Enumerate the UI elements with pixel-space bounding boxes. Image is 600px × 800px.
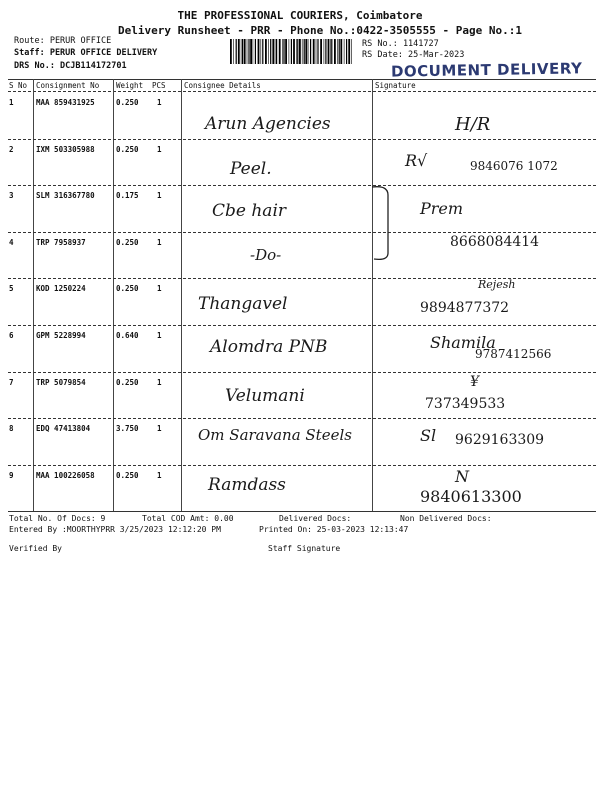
cell-signature-handwritten: R√ — [405, 150, 428, 170]
cell-consignment: IXM 503305988 — [36, 144, 95, 154]
cell-sno: 3 — [9, 191, 14, 201]
header-sno: S No — [9, 81, 28, 90]
cell-pcs: 1 — [157, 144, 162, 154]
cell-pcs: 1 — [157, 331, 162, 340]
cell-phone-handwritten: 9840613300 — [420, 486, 522, 506]
table-row — [8, 418, 596, 464]
table-row — [8, 185, 596, 231]
header-pcs: PCS — [152, 81, 166, 90]
header-consignment: Consignment No — [36, 81, 100, 90]
cell-consignee-handwritten: Ramdass — [208, 474, 286, 495]
cell-weight: 0.250 — [116, 470, 139, 480]
cell-pcs: 1 — [157, 377, 162, 387]
table-row — [8, 232, 596, 278]
cell-pcs: 1 — [157, 424, 162, 434]
cell-phone-handwritten: 9787412566 — [475, 347, 552, 361]
cell-sno: 4 — [9, 237, 14, 247]
consignment-table — [8, 79, 596, 512]
cell-consignment: MAA 859431925 — [36, 98, 95, 107]
total-docs: Total No. Of Docs: 9 — [9, 514, 106, 523]
cell-signature-handwritten: Prem — [420, 199, 464, 219]
cell-consignment: TRP 5079854 — [36, 377, 86, 387]
cell-sno: 2 — [9, 144, 14, 154]
cell-signature-handwritten: Rejesh — [478, 278, 516, 292]
cell-phone-handwritten: 9894877372 — [420, 300, 510, 317]
header-signature: Signature — [375, 81, 416, 90]
cell-consignee-handwritten: Velumani — [225, 385, 305, 406]
cell-weight: 0.250 — [116, 144, 139, 154]
table-top-rule — [8, 79, 596, 80]
cell-sno: 8 — [9, 424, 14, 434]
total-cod: Total COD Amt: 0.00 — [142, 514, 234, 523]
delivered-docs: Delivered Docs: — [279, 514, 352, 523]
non-delivered-docs: Non Delivered Docs: — [400, 514, 492, 523]
cell-consignee-handwritten: Cbe hair — [212, 201, 287, 222]
cell-sno: 9 — [9, 470, 14, 480]
table-row — [8, 278, 596, 324]
company-title: THE PROFESSIONAL COURIERS, Coimbatore — [177, 9, 423, 22]
table-row — [8, 92, 596, 138]
entered-by: Entered By :MOORTHYPRR 3/25/2023 12:12:20 PM — [9, 525, 221, 534]
cell-sno: 5 — [9, 284, 14, 294]
cell-weight: 0.250 — [116, 237, 139, 247]
table-row — [8, 325, 596, 371]
cell-weight: 0.250 — [116, 377, 139, 387]
cell-consignment: SLM 316367780 — [36, 191, 95, 201]
table-bottom-rule — [8, 511, 596, 512]
cell-weight: 0.250 — [116, 98, 139, 107]
cell-phone-handwritten: 9846076 1072 — [470, 158, 558, 173]
cell-weight: 0.175 — [116, 191, 139, 201]
cell-signature-handwritten: Sl — [420, 426, 437, 446]
staff-signature: Staff Signature — [268, 544, 341, 553]
cell-pcs: 1 — [157, 470, 162, 480]
cell-consignee-handwritten: Om Saravana Steels — [198, 426, 352, 445]
cell-consignment: GPM 5228994 — [36, 331, 86, 340]
cell-consignment: TRP 7958937 — [36, 237, 86, 247]
cell-consignee-handwritten: Thangavel — [198, 294, 288, 315]
cell-consignee-handwritten: -Do- — [250, 245, 282, 264]
cell-signature-handwritten: H/R — [455, 114, 491, 135]
cell-consignment: MAA 100226058 — [36, 470, 95, 480]
cell-weight: 0.250 — [116, 284, 139, 294]
cell-sno: 7 — [9, 377, 14, 387]
cell-signature-handwritten: ¥ — [470, 373, 479, 390]
cell-phone-handwritten: 8668084414 — [450, 233, 540, 250]
table-row — [8, 372, 596, 418]
cell-pcs: 1 — [157, 191, 162, 201]
cell-signature-handwritten: N — [455, 466, 469, 486]
cell-pcs: 1 — [157, 284, 162, 294]
staff-label: Staff: PERUR OFFICE DELIVERY — [14, 48, 158, 58]
cell-weight: 3.750 — [116, 424, 139, 434]
cell-pcs: 1 — [157, 237, 162, 247]
cell-consignment: EDQ 47413804 — [36, 424, 91, 434]
document-delivery-stamp: DOCUMENT DELIVERY — [390, 59, 583, 81]
cell-signature-handwritten: Shamila — [430, 333, 496, 352]
drs-number: DRS No.: DCJB114172701 — [14, 61, 127, 71]
cell-sno: 6 — [9, 331, 14, 340]
cell-consignee-handwritten: Peel. — [230, 158, 272, 179]
cell-consignment: KOD 1250224 — [36, 284, 86, 294]
verified-by: Verified By — [9, 544, 62, 553]
route-label: Route: PERUR OFFICE — [14, 36, 112, 46]
rs-date: RS Date: 25-Mar-2023 — [362, 50, 465, 60]
cell-consignee-handwritten: Arun Agencies — [205, 114, 331, 134]
cell-phone-handwritten: 9629163309 — [455, 432, 545, 449]
bracket-mark — [368, 183, 398, 263]
rs-number: RS No.: 1141727 — [362, 39, 439, 49]
header-consignee: Consignee Details — [184, 81, 261, 90]
barcode-image — [230, 39, 352, 64]
cell-weight: 0.640 — [116, 331, 139, 340]
cell-pcs: 1 — [157, 98, 162, 107]
table-row — [8, 465, 596, 511]
header-weight: Weight — [116, 81, 144, 90]
table-row — [8, 139, 596, 185]
printed-on: Printed On: 25-03-2023 12:13:47 — [259, 525, 409, 534]
cell-phone-handwritten: 737349533 — [425, 395, 506, 412]
cell-sno: 1 — [9, 98, 14, 107]
cell-consignee-handwritten: Alomdra PNB — [210, 337, 328, 357]
runsheet-title: Delivery Runsheet - PRR - Phone No.:0422-3505555 - Page No.:1 — [118, 24, 522, 37]
